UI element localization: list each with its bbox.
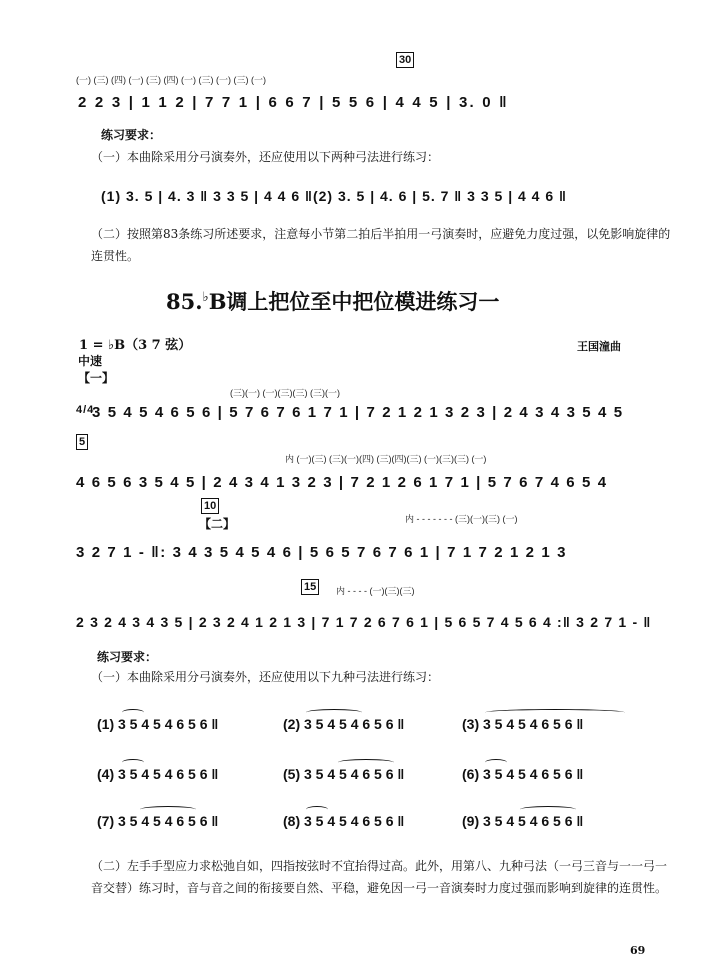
line4-marks: 内 - - - - (一)(三)(三) [336,586,415,596]
page-number: 69 [630,944,646,957]
measure-box-30: 30 [396,52,414,68]
slur-arc [485,759,507,766]
section-one: 【一】 [78,371,115,385]
req2-item2: （二）左手手型应力求松弛自如，四指按弦时不宜抬得过高。此外，用第八、九种弓法（一弓三音与一一弓一音交替）练习时，音与音之间的衔接要自然、平稳，避免因一弓一音演奏时力度过强而影响到旋律的连贯性。 [91,859,668,895]
score-line-3: 3 2 7 1 - ‖: 3 4 3 5 4 5 4 6 | 5 6 5 7 6 7 6 1 | 7 1 7 2 1 2 1 3 [76,544,568,561]
line1-marks: (三)(一) (一)(三)(三) (三)(一) [230,388,340,398]
bowing-5: (5) 3 5 4 5 4 6 5 6 ‖ [283,766,405,782]
req1-item1: （一）本曲除采用分弓演奏外，还应使用以下两种弓法进行练习： [91,150,440,164]
bowing-7: (7) 3 5 4 5 4 6 5 6 ‖ [97,813,219,829]
measure-box-15: 15 [301,579,319,595]
piece-title-text: B调上把位至中把位模进练习一 [208,289,500,314]
piece-title [166,286,499,316]
time-signature: 4/4 [76,404,95,416]
score-line-4: 2 3 2 4 3 4 3 5 | 2 3 2 4 1 2 1 3 | 7 1 7 2 6 7 6 1 | 5 6 5 7 4 5 6 4 :‖ 3 2 7 1 - ‖ [76,614,652,630]
score-line-1: 3 5 4 5 4 6 5 6 | 5 7 6 7 6 1 7 1 | 7 2 1 2 1 3 2 3 | 2 4 3 4 3 5 4 5 [92,404,624,421]
bowing-2: (2) 3 5 4 5 4 6 5 6 ‖ [283,716,405,732]
slur-arc [122,759,144,766]
slur-arc [122,709,144,716]
slur-arc [485,709,625,716]
slur-arc [140,806,196,813]
score-line-2: 4 6 5 6 3 5 4 5 | 2 4 3 4 1 3 2 3 | 7 2 1 2 6 1 7 1 | 5 7 6 7 4 6 5 4 [76,474,608,491]
slur-arc [338,759,394,766]
bowing-3: (3) 3 5 4 5 4 6 5 6 ‖ [462,716,584,732]
req1-heading: 练习要求： [101,128,162,142]
bowing-4: (4) 3 5 4 5 4 6 5 6 ‖ [97,766,219,782]
bowing-1: (1) 3 5 4 5 4 6 5 6 ‖ [97,716,219,732]
flat-sign: ♭ [202,290,209,305]
top-score-marks: (一) (三) (四) (一) (三) (四) (一) (三) (一) (三) (一) [76,75,266,85]
measure-box-10: 10 [201,498,219,514]
req2-heading: 练习要求： [97,650,158,664]
bowing-9: (9) 3 5 4 5 4 6 5 6 ‖ [462,813,584,829]
section-two: 【二】 [199,517,236,531]
key-signature: 1 = ♭B（3 7 弦） [79,338,192,353]
slur-arc [306,709,362,716]
req1-item2: （二）按照第83条练习所述要求，注意每小节第二拍后半拍用一弓演奏时，应避免力度过强，以免影响旋律的连贯性。 [91,227,671,263]
slur-arc [520,806,576,813]
slur-arc [306,806,328,813]
req1-bowing: (1) 3. 5 | 4. 3 ‖ 3 3 5 | 4 4 6 ‖(2) 3. 5 | 4. 6 | 5. 7 ‖ 3 3 5 | 4 4 6 ‖ [101,188,567,204]
top-score-notes: 2 2 3 | 1 1 2 | 7 7 1 | 6 6 7 | 5 5 6 | 4 4 5 | 3. 0 ‖ [78,94,509,111]
line3-marks: 内 - - - - - - - (三)(一)(三) (一) [405,514,518,524]
req2-item1: （一）本曲除采用分弓演奏外，还应使用以下九种弓法进行练习： [91,670,440,684]
composer: 王国潼曲 [577,340,621,353]
line2-marks: 内 (一)(三) (三)(一)(四) (三)(四)(三) (一)(三)(三) (一) [285,454,487,464]
measure-box-5: 5 [76,434,88,450]
tempo: 中速 [78,354,103,368]
bowing-8: (8) 3 5 4 5 4 6 5 6 ‖ [283,813,405,829]
piece-number: 85. [166,289,203,314]
bowing-6: (6) 3 5 4 5 4 6 5 6 ‖ [462,766,584,782]
